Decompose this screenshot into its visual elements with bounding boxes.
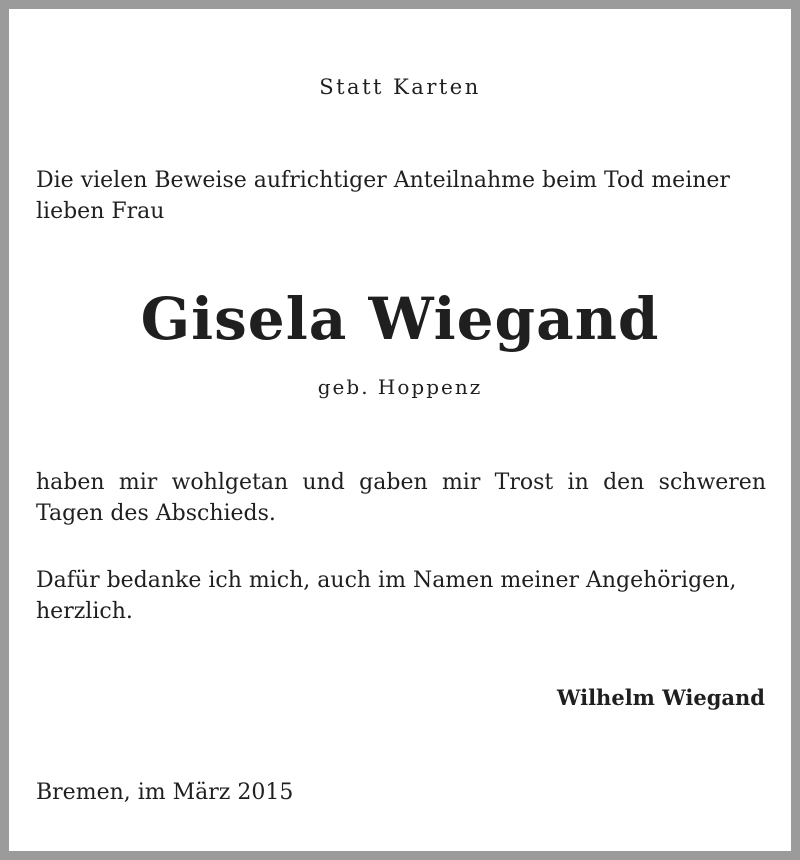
place-date: Bremen, im März 2015 (36, 780, 294, 805)
body-text: haben mir wohlgetan und gaben mir Trost in den schweren Tagen des Abschieds. (36, 470, 766, 526)
deceased-name: Gisela Wiegand (140, 285, 660, 353)
birth-name: geb. Hoppenz (317, 375, 483, 399)
notice-header: Statt Karten (319, 75, 481, 99)
thanks-text: Dafür bedanke ich mich, auch im Namen meiner Angehörigen, herzlich. (36, 568, 737, 624)
intro-text: Die vielen Beweise aufrichtiger Anteilnahme beim Tod meiner lieben Frau (36, 168, 730, 224)
signature: Wilhelm Wiegand (556, 685, 765, 710)
